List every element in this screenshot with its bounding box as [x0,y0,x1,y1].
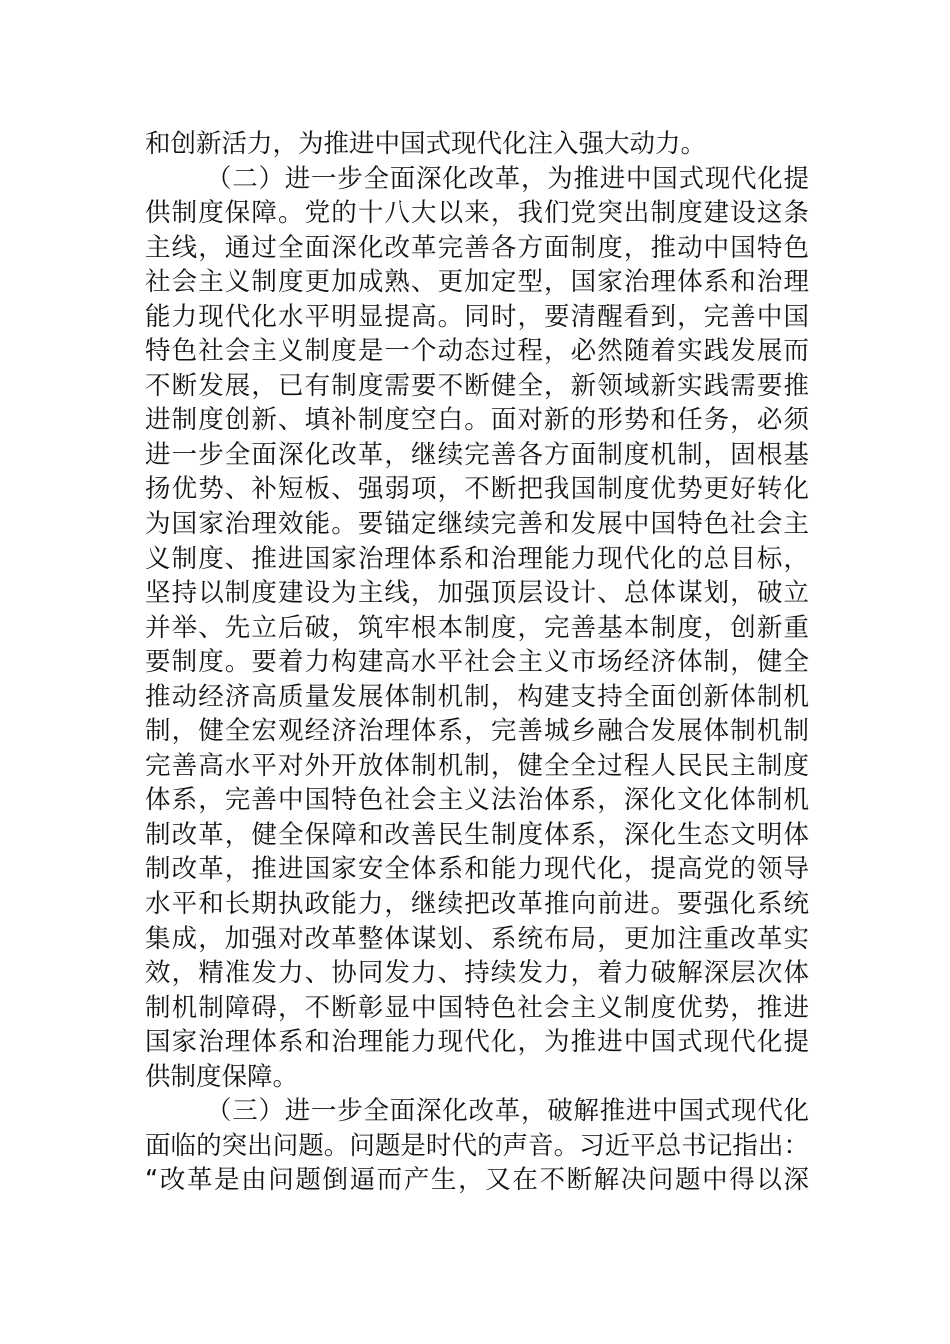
text-line: 效，精准发力、协同发力、持续发力，着力破解深层次体 [145,958,809,989]
text-line: 义制度、推进国家治理体系和治理能力现代化的总目标， [145,543,809,574]
text-line: 主线，通过全面深化改革完善各方面制度，推动中国特色 [145,232,809,263]
text-line: 体系，完善中国特色社会主义法治体系，深化文化体制机 [145,785,809,816]
text-line: 为国家治理效能。要锚定继续完善和发展中国特色社会主 [145,509,809,540]
text-line: 坚持以制度建设为主线，加强顶层设计、总体谋划，破立 [145,578,809,609]
text-line-paragraph-start: （三）进一步全面深化改革，破解推进中国式现代化 [206,1096,809,1127]
text-line: 水平和长期执政能力，继续把改革推向前进。要强化系统 [145,889,809,920]
text-line: 国家治理体系和治理能力现代化，为推进中国式现代化提 [145,1027,809,1058]
text-line: 推动经济高质量发展体制机制，构建支持全面创新体制机 [145,681,809,712]
text-line: 要制度。要着力构建高水平社会主义市场经济体制，健全 [145,647,809,678]
text-line: 社会主义制度更加成熟、更加定型，国家治理体系和治理 [145,267,809,298]
text-line-paragraph-start: （二）进一步全面深化改革，为推进中国式现代化提 [206,163,809,194]
text-line: 不断发展，已有制度需要不断健全，新领域新实践需要推 [145,370,809,401]
text-line-paragraph-end: 供制度保障。 [145,1061,299,1092]
text-line: 能力现代化水平明显提高。同时，要清醒看到，完善中国 [145,301,809,332]
text-line: 完善高水平对外开放体制机制，健全全过程人民民主制度 [145,750,809,781]
text-line: 制机制障碍，不断彰显中国特色社会主义制度优势，推进 [145,992,809,1023]
text-line: 面临的突出问题。问题是时代的声音。习近平总书记指出： [145,1130,809,1161]
body-text [145,127,809,1198]
text-line: 进制度创新、填补制度空白。面对新的形势和任务，必须 [145,405,809,436]
text-line: “改革是由问题倒逼而产生，又在不断解决问题中得以深 [145,1165,809,1196]
text-line-paragraph-end: 和创新活力，为推进中国式现代化注入强大动力。 [145,129,707,159]
text-line: 集成，加强对改革整体谋划、系统布局，更加注重改革实 [145,923,809,954]
text-line: 供制度保障。党的十八大以来，我们党突出制度建设这条 [145,198,809,229]
text-line: 制改革，健全保障和改善民生制度体系，深化生态文明体 [145,819,809,850]
text-line: 制，健全宏观经济治理体系，完善城乡融合发展体制机制 [145,716,809,747]
text-line: 扬优势、补短板、强弱项，不断把我国制度优势更好转化 [145,474,809,505]
text-line: 制改革，推进国家安全体系和能力现代化，提高党的领导 [145,854,809,885]
text-line: 特色社会主义制度是一个动态过程，必然随着实践发展而 [145,336,809,367]
text-line: 进一步全面深化改革，继续完善各方面制度机制，固根基 [145,439,809,470]
text-line: 并举、先立后破，筑牢根本制度，完善基本制度，创新重 [145,612,809,643]
